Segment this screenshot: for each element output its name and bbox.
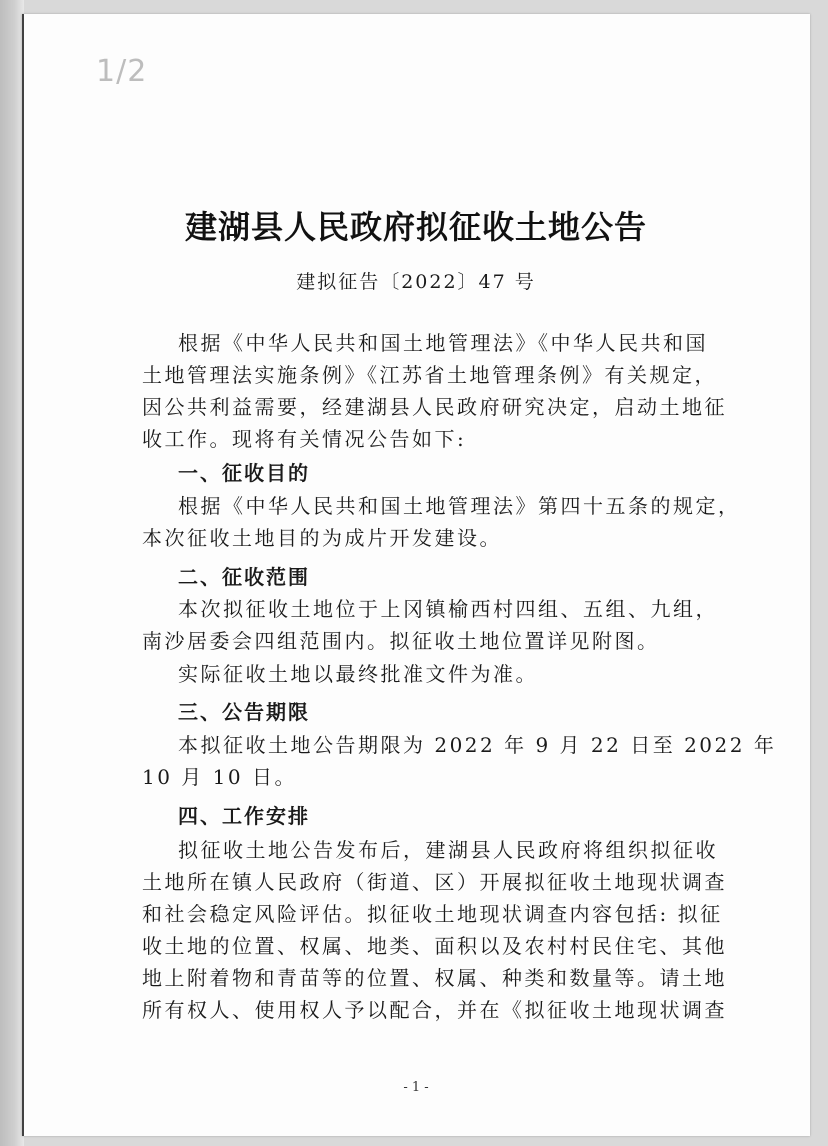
paragraph-line: 和社会稳定风险评估。拟征收土地现状调查内容包括: 拟征 [142, 902, 723, 926]
paragraph-line: 拟征收土地公告发布后，建湖县人民政府将组织拟征收 [178, 838, 718, 862]
paragraph-line: 收工作。现将有关情况公告如下: [142, 427, 467, 451]
paragraph-line: 土地所在镇人民政府（街道、区）开展拟征收土地现状调查 [142, 870, 727, 894]
section-heading-purpose: 一、征收目的 [178, 461, 310, 485]
document-title: 建湖县人民政府拟征收土地公告 [184, 208, 647, 246]
document-number: 建拟征告〔2022〕47 号 [296, 271, 536, 293]
section-heading-scope: 二、征收范围 [178, 565, 310, 589]
paragraph-line: 所有权人、使用权人予以配合，并在《拟征收土地现状调查 [142, 998, 727, 1022]
paragraph-line: 根据《中华人民共和国土地管理法》第四十五条的规定， [178, 494, 741, 518]
section-heading-arrangement: 四、工作安排 [178, 804, 310, 828]
paragraph-line: 因公共利益需要，经建湖县人民政府研究决定，启动土地征 [142, 395, 727, 419]
document-page [22, 14, 810, 1136]
paragraph-line: 土地管理法实施条例》《江苏省土地管理条例》有关规定， [142, 363, 717, 387]
paragraph-line: 根据《中华人民共和国土地管理法》《中华人民共和国 [178, 331, 708, 355]
page-number: - 1 - [403, 1080, 429, 1095]
paragraph-line: 地上附着物和青苗等的位置、权属、种类和数量等。请土地 [142, 966, 727, 990]
section-heading-period: 三、公告期限 [178, 700, 310, 724]
paragraph-line: 本拟征收土地公告期限为 2022 年 9 月 22 日至 2022 年 [178, 733, 777, 757]
paragraph-line: 收土地的位置、权属、地类、面积以及农村村民住宅、其他 [142, 934, 727, 958]
page-counter: 1/2 [96, 54, 148, 89]
paragraph-line: 本次征收土地目的为成片开发建设。 [142, 526, 502, 550]
paragraph-line: 实际征收土地以最终批准文件为准。 [178, 662, 538, 686]
page-edge-shadow [22, 14, 24, 1136]
paragraph-line: 10 月 10 日。 [142, 765, 297, 789]
paragraph-line: 本次拟征收土地位于上冈镇榆西村四组、五组、九组， [178, 597, 718, 621]
scan-background-edge [0, 0, 24, 1146]
paragraph-line: 南沙居委会四组范围内。拟征收土地位置详见附图。 [142, 629, 660, 653]
